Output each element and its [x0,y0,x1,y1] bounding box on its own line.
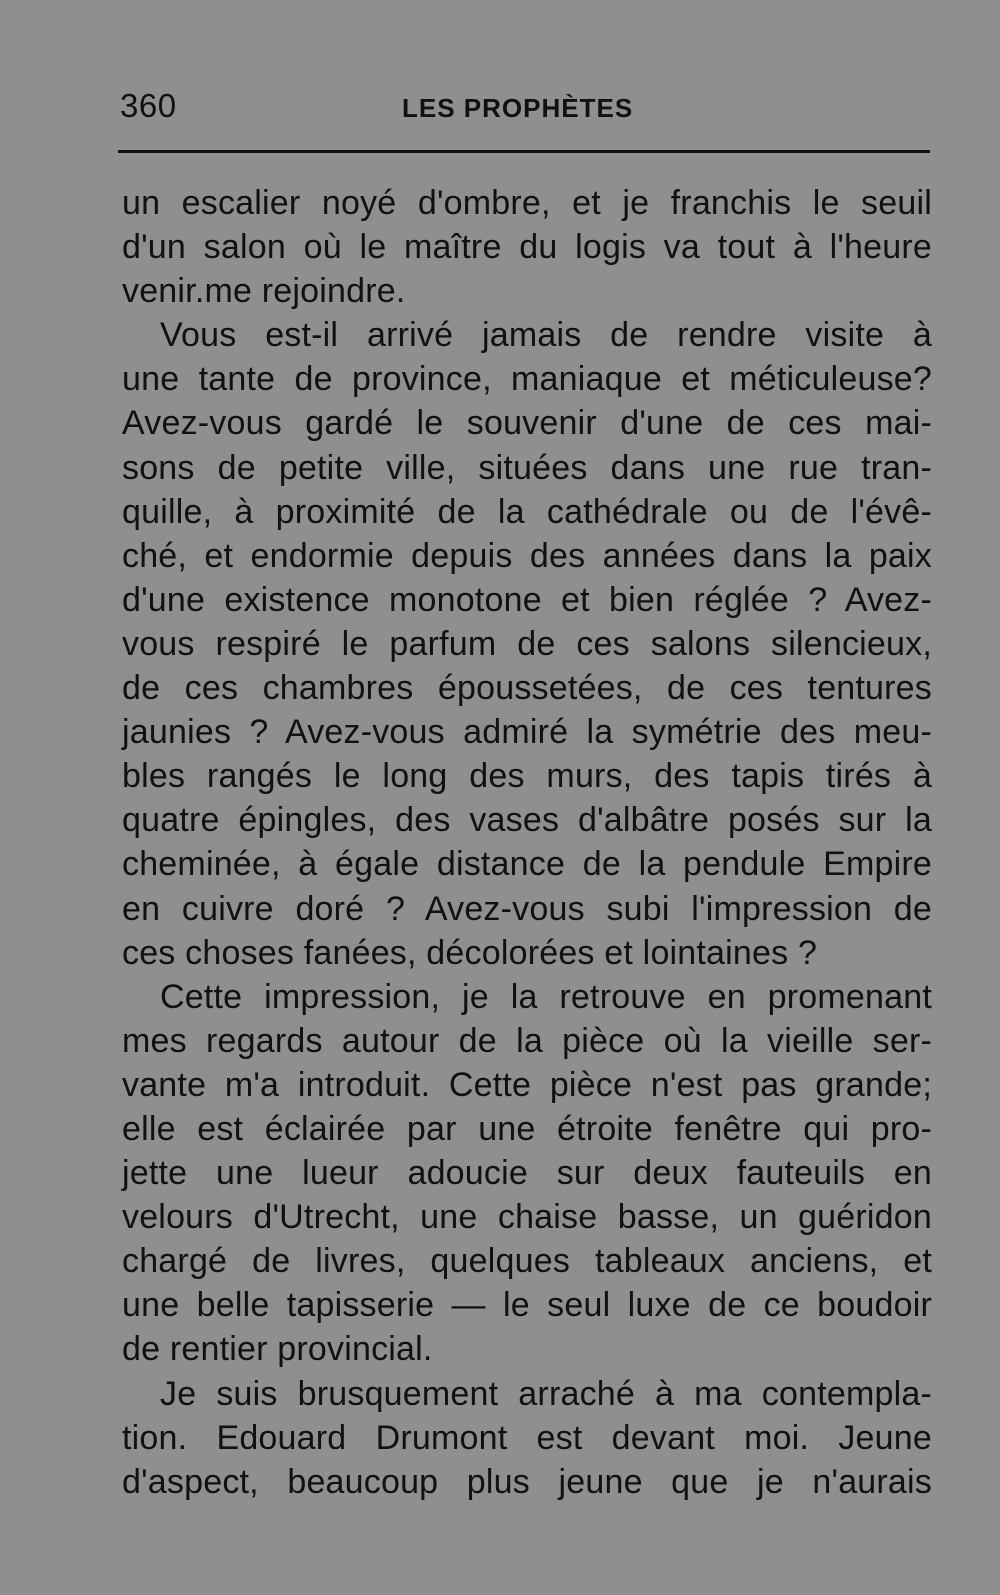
text-line: cheminée, à égale distance de la pendule Empire [122,845,932,884]
text-line: ces choses fanées, décolorées et lointaines ? [122,933,818,972]
text-line: jaunies ? Avez-vous admiré la symétrie des meu- [122,713,932,752]
text-line: bles rangés le long des murs, des tapis tirés à [122,757,932,796]
text-line: quatre épingles, des vases d'albâtre posés sur la [122,801,932,840]
text-line: vous respiré le parfum de ces salons silencieux, [122,624,932,663]
text-line: vante m'a introduit. Cette pièce n'est pas grande; [122,1065,932,1104]
text-line: velours d'Utrecht, une chaise basse, un guéridon [122,1198,932,1237]
text-line: de rentier provincial. [122,1330,433,1369]
page-number: 360 [120,87,177,124]
text-line: de ces chambres époussetées, de ces tentures [122,669,932,708]
page-header [120,86,932,126]
text-line: jette une lueur adoucie sur deux fauteuils en [122,1154,932,1193]
header-rule [118,150,930,153]
text-line: d'aspect, beaucoup plus jeune que je n'aurais [122,1462,932,1501]
text-line: quille, à proximité de la cathédrale ou de l'évê- [122,492,932,531]
text-line: chargé de livres, quelques tableaux anciens, et [122,1242,932,1281]
text-line: elle est éclairée par une étroite fenêtre qui pro- [122,1109,932,1148]
text-line: sons de petite ville, situées dans une rue tran- [122,448,932,487]
text-line: en cuivre doré ? Avez-vous subi l'impression de [122,889,932,928]
text-line: d'un salon où le maître du logis va tout à l'heure [122,228,932,267]
text-line: une tante de province, maniaque et méticuleuse? [122,360,932,399]
text-line: venir.me rejoindre. [122,272,406,311]
text-line: Je suis brusquement arraché à ma contempla- [160,1374,932,1413]
text-line: Vous est-il arrivé jamais de rendre visite à [160,316,932,355]
text-line: Cette impression, je la retrouve en promenant [160,977,932,1016]
body-text [122,181,932,1504]
text-line: ché, et endormie depuis des années dans la paix [122,536,932,575]
text-line: un escalier noyé d'ombre, et je franchis le seuil [122,184,932,222]
text-line: une belle tapisserie — le seul luxe de ce boudoir [122,1286,932,1325]
text-line: Avez-vous gardé le souvenir d'une de ces mai- [122,404,932,443]
running-title: LES PROPHÈTES [402,93,634,123]
text-line: tion. Edouard Drumont est devant moi. Jeune [122,1418,932,1457]
text-line: d'une existence monotone et bien réglée ? Avez- [122,580,932,619]
text-line: mes regards autour de la pièce où la vieille ser- [122,1021,932,1060]
